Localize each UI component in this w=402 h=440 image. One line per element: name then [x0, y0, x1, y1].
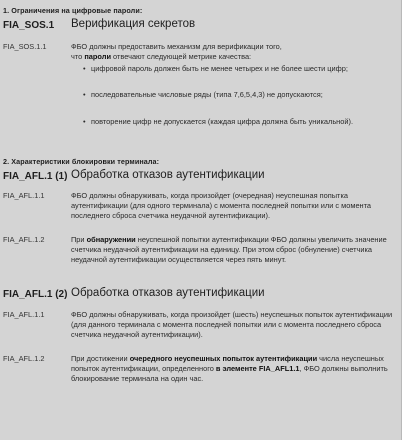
element-text: ФБО должны обнаруживать, когда произойдет (шесть) неуспешных попыток аутентификации (для данного терминала с момента последней попытки или с момента последнего сброса счетчика неудачной аутентификации).: [71, 310, 393, 339]
element-id: FIA_AFL.1.2: [3, 354, 45, 363]
bold-term: пароли: [84, 52, 111, 61]
element-id: FIA_AFL.1.1: [3, 310, 45, 319]
element-text-fragment: неуспешной попытки аутентификации ФБО должны увеличить значение счетчика неудачной аутентификации на единицу. При этом сброс (обнуление) счетчика неудачной аутентификации осуществляется через пять минут.: [71, 235, 387, 264]
component-id: FIA_AFL.1 (1): [3, 171, 68, 182]
component-title: Верификация секретов: [71, 18, 196, 30]
element-text-fragment: что: [71, 52, 85, 61]
component-title: Обработка отказов аутентификации: [71, 287, 265, 299]
element-text: [71, 42, 393, 62]
element-text-fragment: При достижении: [71, 354, 130, 363]
element-text-fragment: , ФБО должны выполнить блокирование терминала на один час.: [71, 364, 388, 383]
bold-term: обнаружении: [86, 235, 136, 244]
section-2-heading: 2. Характеристики блокировки терминала:: [3, 157, 160, 166]
component-id: FIA_AFL.1 (2): [3, 289, 68, 300]
element-text: [71, 354, 393, 384]
bullet-item: • повторение цифр не допускается (каждая цифра должна быть уникальной).: [91, 117, 391, 127]
element-id: FIA_AFL.1.2: [3, 235, 45, 244]
bold-term: в элементе FIA_AFL1.1: [215, 364, 300, 373]
element-text-fragment: числа неуспешных попыток аутентификации, определенного: [71, 354, 384, 373]
bullet-item: • цифровой пароль должен быть не менее четырех и не более шести цифр;: [91, 64, 391, 74]
element-id: FIA_SOS.1.1: [3, 42, 47, 51]
element-text: [71, 235, 393, 265]
element-id: FIA_AFL.1.1: [3, 191, 45, 200]
element-text: ФБО должны обнаруживать, когда произойдет (очередная) неуспешная попытка аутентификации (для одного терминала) с момента последней попытки или с момента последнего сброса счетчика неудачной аутентификации).: [71, 191, 372, 220]
component-title: Обработка отказов аутентификации: [71, 169, 265, 181]
component-id: FIA_SOS.1: [3, 20, 55, 31]
bullet-item: • последовательные числовые ряды (типа 7,6,5,4,3) не допускаются;: [91, 90, 391, 100]
element-text-fragment: отвечают следующей метрике качества:: [111, 52, 252, 61]
element-text-fragment: При: [71, 235, 87, 244]
element-text-line: ФБО должны предоставить механизм для верификации того,: [71, 42, 282, 51]
section-1-heading: 1. Ограничения на цифровые пароли:: [3, 6, 143, 15]
bold-term: очередного неуспешных попыток аутентификации: [129, 354, 318, 363]
